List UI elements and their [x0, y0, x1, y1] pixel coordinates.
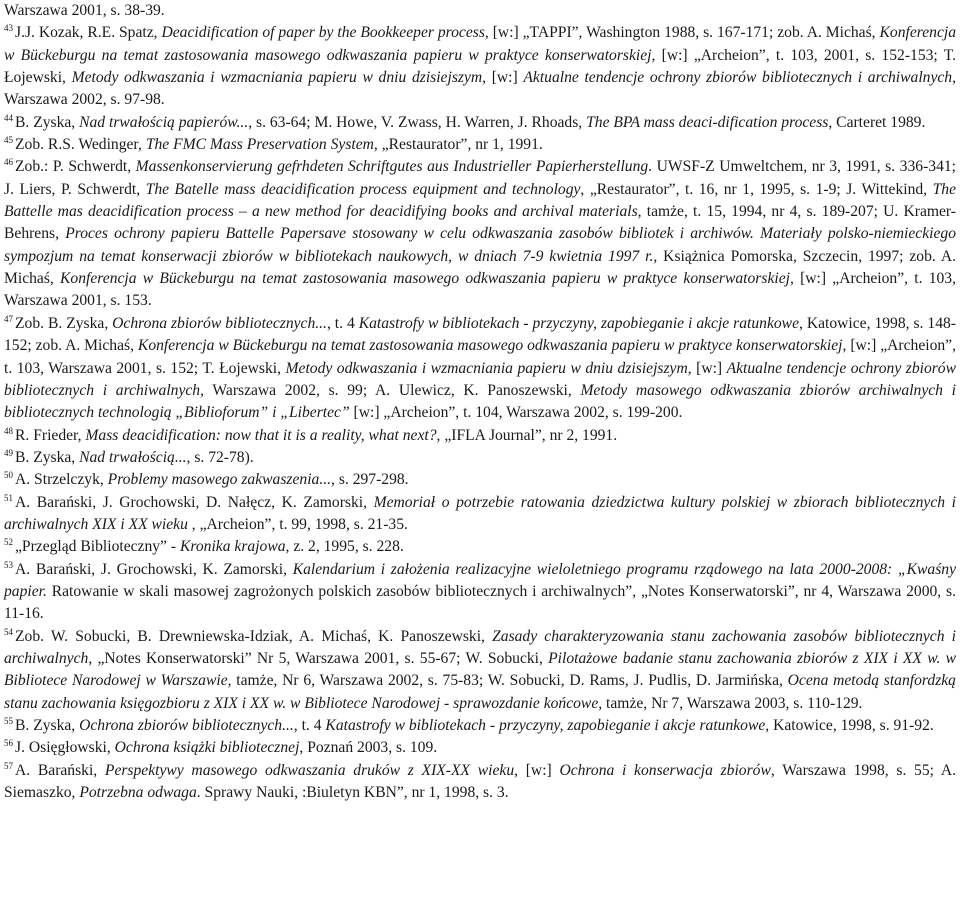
- footnote: [4, 760, 956, 805]
- footnote-text: , [w:] „TAPPI”, Washington 1988, s. 167-171; zob. A. Michaś,: [484, 24, 880, 42]
- footnote-text: , tamże, t. 15, 1994, nr 4, s. 189-207; U. Kramer-Behrens,: [4, 203, 956, 243]
- footnote: [4, 715, 956, 737]
- footnote-text: , „Restaurator”, nr 1, 1991.: [373, 136, 543, 154]
- footnote-title: Ocena metodą stanfordzką stanu zachowania księgozbioru z XIX i XX w. w Bibliotece Narodowej - sprawozdanie końcowe,: [4, 672, 956, 712]
- footnote-text: , Katowice, 1998, s. 91-92.: [765, 717, 934, 734]
- footnote-title: Massenkonservierung gefrhdeten Schriftgutes aus Industrieller Papierherstellung: [135, 158, 649, 176]
- footnote-text: , [w:]: [687, 359, 727, 377]
- footnote-title: The BPA mass deaci-dification process: [586, 113, 829, 131]
- footnote-text: , Katowice, 1998, s. 148-152; zob. A. Michaś,: [4, 314, 956, 355]
- footnote-text: , „Restaurator”, t. 16, nr 1, 1995, s. 1-9; J. Wittekind,: [580, 180, 933, 198]
- footnote-text: [w:] „Archeion”, t. 104, Warszawa 2002, s. 199-200.: [349, 404, 683, 422]
- footnote-title: Potrzebna odwaga: [79, 784, 197, 802]
- footnote-title: Pilotażowe badanie stanu zachowania zbiorów z XIX i XX w. w Bibliotece Narodowej w Warszawie: [4, 649, 956, 690]
- footnote-text: A. Barański, J. Grochowski, K. Zamorski,: [15, 560, 293, 578]
- footnote-title: Ochrona i konserwacja zbiorów: [559, 761, 771, 779]
- footnote-text: , Warszawa 1998, s. 55; A. Siemaszko,: [4, 761, 956, 802]
- footnote-title: The Battelle mas deacidification process – a new method for deacidifying books and archival materials: [4, 180, 956, 221]
- footnote-title: Memoriał o potrzebie ratowania dziedzictwa kultury polskiej w zbiorach bibliotecznych i archiwalnych XIX i XX wieku: [4, 493, 956, 533]
- footnote-number: 57: [4, 760, 13, 771]
- footnote-title: Kronika krajowa: [179, 538, 286, 556]
- footnote: [4, 313, 956, 425]
- footnote-title: Ochrona zbiorów bibliotecznych...: [79, 717, 294, 734]
- footnote-text: , [w:] „Archeion”, t. 103, 2001, s. 152-153; T. Łojewski,: [4, 46, 956, 87]
- footnote-title: Perspektywy masowego odkwaszania druków z XIX-XX wieku: [104, 761, 515, 779]
- footnote-text: . UWSF-Z Umweltchem, nr 3, 1991, s. 336-341; J. Liers, P. Schwerdt,: [4, 158, 956, 198]
- footnote-text: , Warszawa 2002, s. 97-98.: [4, 69, 956, 109]
- footnote-title: Aktualne tendencje ochrony zbiorów bibliotecznych i archiwalnych: [4, 359, 957, 399]
- footnote-title: Katastrofy w bibliotekach - przyczyny, zapobieganie i akcje ratunkowe: [325, 717, 766, 734]
- footnote-number: 48: [4, 425, 13, 436]
- footnote-text: , s. 63-64; M. Howe, V. Zwass, H. Warren, J. Rhoads,: [248, 113, 587, 131]
- footnote-text: Zob. B. Zyska,: [15, 314, 113, 332]
- footnote-number: 46: [4, 157, 13, 168]
- footnote-text: Zob. R.S. Wedinger,: [15, 136, 146, 154]
- footnote-text: Ratowanie w skali masowej zagrożonych polskich zasobów bibliotecznych i archiwalnych”, „Notes Konserwatorski”, nr 4, Warszawa 2000, s. 11-16.: [4, 582, 956, 623]
- footnote-text: , [w:] „Archeion”, t. 103, Warszawa 2001, s. 152; T. Łojewski,: [4, 337, 956, 377]
- footnote-title: Kalendarium i założenia realizacyjne wieloletniego programu rządowego na lata 2000-2008: „Kwaśny papier.: [4, 560, 957, 600]
- footnote-text: , z. 2, 1995, s. 228.: [285, 538, 404, 556]
- footnote-text: , [w:] „Archeion”, t. 103, Warszawa 2001, s. 153.: [4, 270, 956, 310]
- footnote-title: The Batelle mass deacidification process equipment and technology: [145, 180, 581, 198]
- footnote-text: , Książnica Pomorska, Szczecin, 1997; zob. A. Michaś,: [4, 247, 957, 288]
- footnote-text: J.J. Kozak, R.E. Spatz,: [15, 24, 162, 42]
- footnote: [4, 156, 956, 312]
- footnote: [4, 469, 956, 491]
- footnote-number: 53: [4, 559, 13, 570]
- footnote-number: 54: [4, 626, 13, 637]
- footnote-text: , s. 72-78).: [186, 448, 254, 466]
- footnote-number: 45: [4, 135, 13, 146]
- footnote-title: Konferencja w Bückeburgu na temat zastosowania masowego odkwaszania papieru w praktyce konserwatorskiej: [60, 270, 790, 288]
- footnote: [4, 22, 956, 111]
- footnote-number: 47: [4, 313, 13, 324]
- footnote-text: , [w:]: [482, 69, 524, 87]
- footnote-text: J. Osięgłowski,: [15, 739, 115, 757]
- footnote-text: R. Frieder,: [15, 426, 86, 444]
- footnote: [4, 737, 956, 759]
- footnote-text: tamże, Nr 7, Warszawa 2003, s. 110-129.: [602, 694, 863, 712]
- footnote-text: A. Strzelczyk,: [15, 471, 108, 489]
- footnote-number: 52: [4, 537, 13, 548]
- footnote: [4, 536, 956, 558]
- footnote-text: , t. 4: [293, 717, 326, 734]
- footnote-number: 44: [4, 112, 13, 123]
- footnote: [4, 425, 956, 447]
- footnote-title: Deacidification of paper by the Bookkeeper process: [161, 24, 485, 42]
- footnote: [4, 112, 956, 134]
- footnote-title: Metody odkwaszania i wzmacniania papieru w dniu dzisiejszym: [71, 69, 483, 87]
- footnote-title: Katastrofy w bibliotekach - przyczyny, zapobieganie i akcje ratunkowe: [358, 314, 799, 332]
- footnote: [4, 0, 956, 22]
- footnote-text: , t. 4: [326, 314, 359, 332]
- footnote-title: Ochrona zbiorów bibliotecznych...: [112, 314, 327, 332]
- footnote-title: Konferencja w Bückeburgu na temat zastosowania masowego odkwaszania papieru w praktyce konserwatorskiej: [4, 24, 957, 64]
- footnote-text: A. Barański,: [15, 761, 105, 779]
- footnote-number: 56: [4, 738, 13, 749]
- footnote-text: , „IFLA Journal”, nr 2, 1991.: [436, 426, 618, 444]
- footnote: [4, 447, 956, 469]
- footnote-number: 55: [4, 716, 13, 726]
- footnote-title: Zasady charakteryzowania stanu zachowania zasobów bibliotecznych i archiwalnych: [4, 627, 956, 667]
- footnote-number: 49: [4, 447, 13, 458]
- footnote: [4, 626, 956, 715]
- footnote-text: B. Zyska,: [15, 448, 80, 466]
- footnote-text: A. Barański, J. Grochowski, D. Nałęcz, K. Zamorski,: [15, 493, 374, 511]
- footnote-title: Metody odkwaszania i wzmacniania papieru w dniu dzisiejszym: [285, 359, 688, 377]
- footnote-text: , Poznań 2003, s. 109.: [299, 739, 438, 757]
- footnote-text: B. Zyska,: [15, 113, 80, 131]
- footnote-title: Problemy masowego zakwaszenia...: [107, 471, 332, 489]
- footnote-number: 51: [4, 492, 13, 503]
- footnote-title: Nad trwałością papierów...: [79, 113, 249, 131]
- footnote-text: . Sprawy Nauki, :Biuletyn KBN”, nr 1, 1998, s. 3.: [196, 784, 509, 802]
- footnote-title: Aktualne tendencje ochrony zbiorów bibliotecznych i archiwalnych: [523, 69, 953, 87]
- footnote-text: „Przegląd Biblioteczny” -: [15, 538, 180, 556]
- footnote-title: Proces ochrony papieru Battelle Papersave stosowany w celu odkwaszania zasobów bibliotek i archiwów. Materiały polsko-niemieckiego sympozjum na temat konserwacji zbiorów w bibliotekach naukowych, w dniach 7-9 kwietnia 1997 r.: [4, 225, 956, 265]
- footnote-title: Nad trwałością...: [79, 448, 187, 466]
- footnote-text: , „Archeion”, t. 99, 1998, s. 21-35.: [187, 515, 408, 533]
- footnote: [4, 134, 956, 156]
- footnote-text: , [w:]: [514, 761, 560, 779]
- footnote-text: , s. 297-298.: [331, 471, 409, 489]
- footnote-text: Warszawa 2001, s. 38-39.: [4, 2, 165, 19]
- footnote-text: , „Notes Konserwatorski” Nr 5, Warszawa 2001, s. 55-67; W. Sobucki,: [88, 649, 549, 667]
- footnote: [4, 492, 956, 537]
- footnote-title: Metody masowego odkwaszania zbiorów archiwalnych i bibliotecznych technologią „Biblioforum” i „Libertec”: [4, 381, 956, 422]
- footnote-title: The FMC Mass Preservation System: [145, 136, 374, 154]
- footnote: [4, 559, 956, 626]
- footnote-text: , Carteret 1989.: [828, 113, 926, 131]
- footnote-title: Mass deacidification: now that it is a reality, what next?: [85, 426, 437, 444]
- footnote-text: Zob.: P. Schwerdt,: [15, 158, 136, 176]
- footnote-title: Konferencja w Bückeburgu na temat zastosowania masowego odkwaszania papieru w praktyce konserwatorskiej: [137, 337, 843, 355]
- footnote-title: Ochrona książki bibliotecznej: [114, 739, 300, 757]
- footnote-text: B. Zyska,: [15, 717, 80, 734]
- footnote-number: 43: [4, 23, 13, 34]
- footnote-text: , tamże, Nr 6, Warszawa 2002, s. 75-83; W. Sobucki, D. Rams, J. Pudlis, D. Jarmińska,: [227, 672, 788, 690]
- footnote-text: , Warszawa 2002, s. 99; A. Ulewicz, K. Panoszewski,: [200, 381, 581, 399]
- footnote-number: 50: [4, 470, 13, 481]
- footnote-text: Zob. W. Sobucki, B. Drewniewska-Idziak, A. Michaś, K. Panoszewski,: [15, 627, 493, 645]
